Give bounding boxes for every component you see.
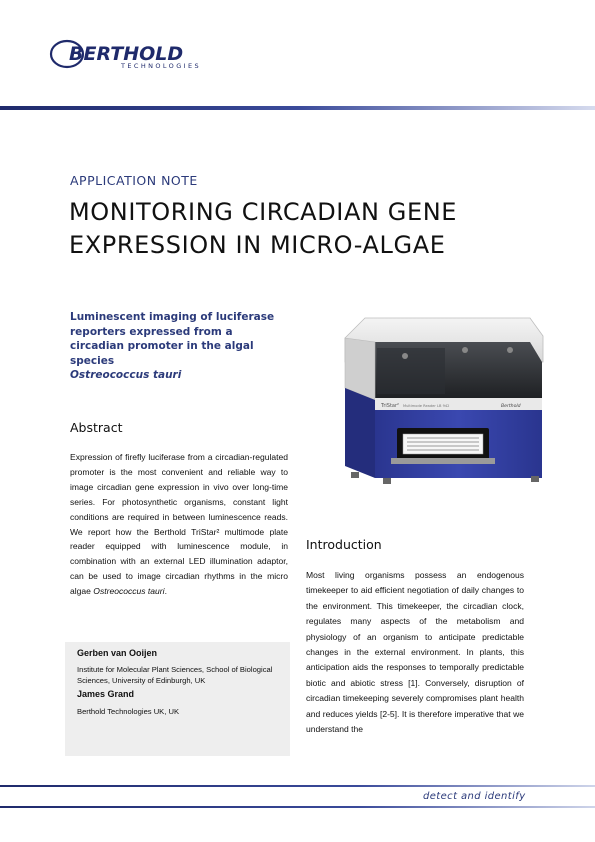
author-affiliation-2: Berthold Technologies UK, UK bbox=[77, 707, 180, 716]
author-affiliation-1: Institute for Molecular Plant Sciences, School of Biological Sciences, University of Edinburgh, UK bbox=[77, 665, 273, 685]
footer-rule-bottom bbox=[0, 806, 595, 808]
document-type: APPLICATION NOTE bbox=[70, 173, 198, 188]
introduction-heading: Introduction bbox=[306, 537, 382, 552]
berthold-logo bbox=[49, 38, 214, 72]
page-title bbox=[69, 196, 539, 262]
device-brand: Berthold bbox=[501, 404, 521, 409]
abstract-text: Expression of firefly luciferase from a circadian-regulated promoter is the most convenient and reliable way to image circadian gene expression in vivo over long-time series. For photosynthetic organisms, constant light conditions are required in between luminescence reads. We report how the Berthold TriStar² multimode plate reader equipped with luminescence module, in combination with an external LED illumination adaptor, can be used to image circadian rhythms in the micro algae bbox=[70, 452, 288, 597]
logo-brand: BERTHOLD bbox=[69, 43, 184, 65]
introduction-body: Most living organisms possess an endogenous timekeeper to aid efficient negotiation of daily changes to the environment. This timekeeper, the circadian clock, regulates many aspects of the metabolism and physiology of an organism to anticipate predictable changes in the external environment. In plants, this anticipation aids the responses to temporally predictable biotic and abiotic stress [1]. Conversely, disruption of circadian timekeeping severely compromises plant health and reduces yields [2-5]. It is therefore imperative that we understand the bbox=[306, 570, 524, 735]
authors-box bbox=[65, 642, 290, 756]
plate-reader-image bbox=[305, 300, 550, 505]
abstract-heading: Abstract bbox=[70, 420, 123, 435]
footer-tagline: detect and identify bbox=[423, 791, 526, 802]
subtitle-text: Luminescent imaging of luciferase reporters expressed from a circadian promoter in the algal species bbox=[70, 311, 275, 367]
abstract-body bbox=[70, 450, 288, 599]
title-line-1: MONITORING CIRCADIAN GENE bbox=[69, 198, 458, 226]
device-label: TriStar² bbox=[381, 403, 400, 409]
device-model: Multimode Reader LB 942 bbox=[403, 404, 450, 408]
title-line-2: EXPRESSION IN MICRO-ALGAE bbox=[69, 231, 446, 259]
subtitle-species: Ostreococcus tauri bbox=[70, 369, 182, 381]
author-name-1: Gerben van Ooijen bbox=[77, 648, 158, 658]
footer-rule bbox=[0, 785, 595, 787]
abstract-end: . bbox=[164, 586, 167, 597]
subtitle bbox=[70, 310, 290, 383]
author-name-2: James Grand bbox=[77, 689, 135, 699]
logo-tagline: TECHNOLOGIES bbox=[121, 62, 201, 70]
header-rule bbox=[0, 106, 595, 110]
abstract-species: Ostreococcus tauri bbox=[93, 586, 165, 597]
